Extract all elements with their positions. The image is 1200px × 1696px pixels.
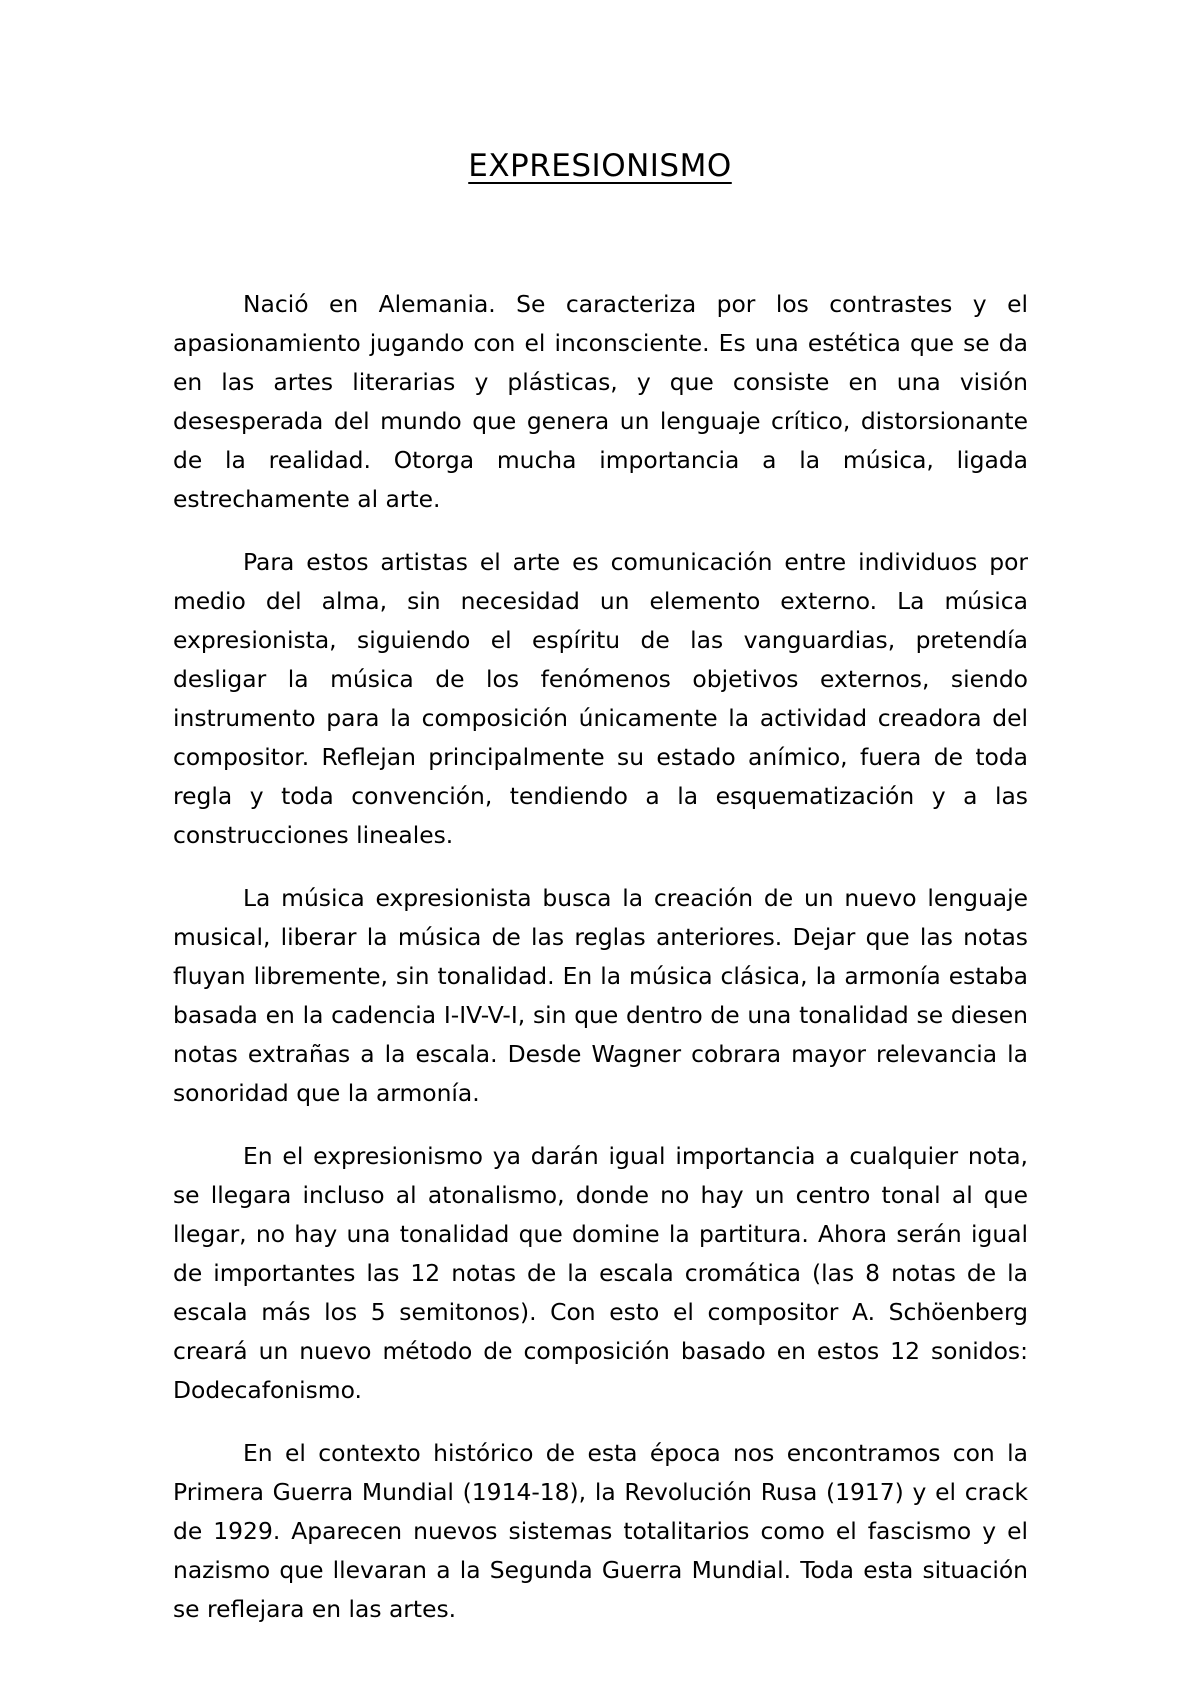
paragraph-1: Nació en Alemania. Se caracteriza por los contrastes y el apasionamiento jugando con el inconsciente. Es una estética que se da en las artes literarias y plásticas, y que consiste en una visión desesperada del mundo que genera un lenguaje crítico, distorsionante de la realidad. Otorga mucha importancia a la música, ligada estrechamente al arte.: [173, 290, 1028, 513]
paragraph-3: La música expresionista busca la creación de un nuevo lenguaje musical, liberar la música de las reglas anteriores. Dejar que las notas fluyan libremente, sin tonalidad. En la música clásica, la armonía estaba basada en la cadencia I-IV-V-I, sin que dentro de una tonalidad se diesen notas extrañas a la escala. Desde Wagner cobrara mayor relevancia la sonoridad que la armonía.: [173, 884, 1028, 1107]
paragraph-2: Para estos artistas el arte es comunicación entre individuos por medio del alma, sin necesidad un elemento externo. La música expresionista, siguiendo el espíritu de las vanguardias, pretendía desligar la música de los fenómenos objetivos externos, siendo instrumento para la composición únicamente la actividad creadora del compositor. Reflejan principalmente su estado anímico, fuera de toda regla y toda convención, tendiendo a la esquematización y a las construcciones lineales.: [173, 548, 1028, 849]
paragraph-4: En el expresionismo ya darán igual importancia a cualquier nota, se llegara incluso al atonalismo, donde no hay un centro tonal al que llegar, no hay una tonalidad que domine la partitura. Ahora serán igual de importantes las 12 notas de la escala cromática (las 8 notas de la escala más los 5 semitonos). Con esto el compositor A. Schöenberg creará un nuevo método de composición basado en estos 12 sonidos: Dodecafonismo.: [173, 1142, 1028, 1404]
paragraph-5: En el contexto histórico de esta época nos encontramos con la Primera Guerra Mundial (1914-18), la Revolución Rusa (1917) y el crack de 1929. Aparecen nuevos sistemas totalitarios como el fascismo y el nazismo que llevaran a la Segunda Guerra Mundial. Toda esta situación se reflejara en las artes.: [173, 1439, 1028, 1623]
document-title: EXPRESIONISMO: [468, 148, 732, 184]
document-body: [173, 285, 1028, 1653]
